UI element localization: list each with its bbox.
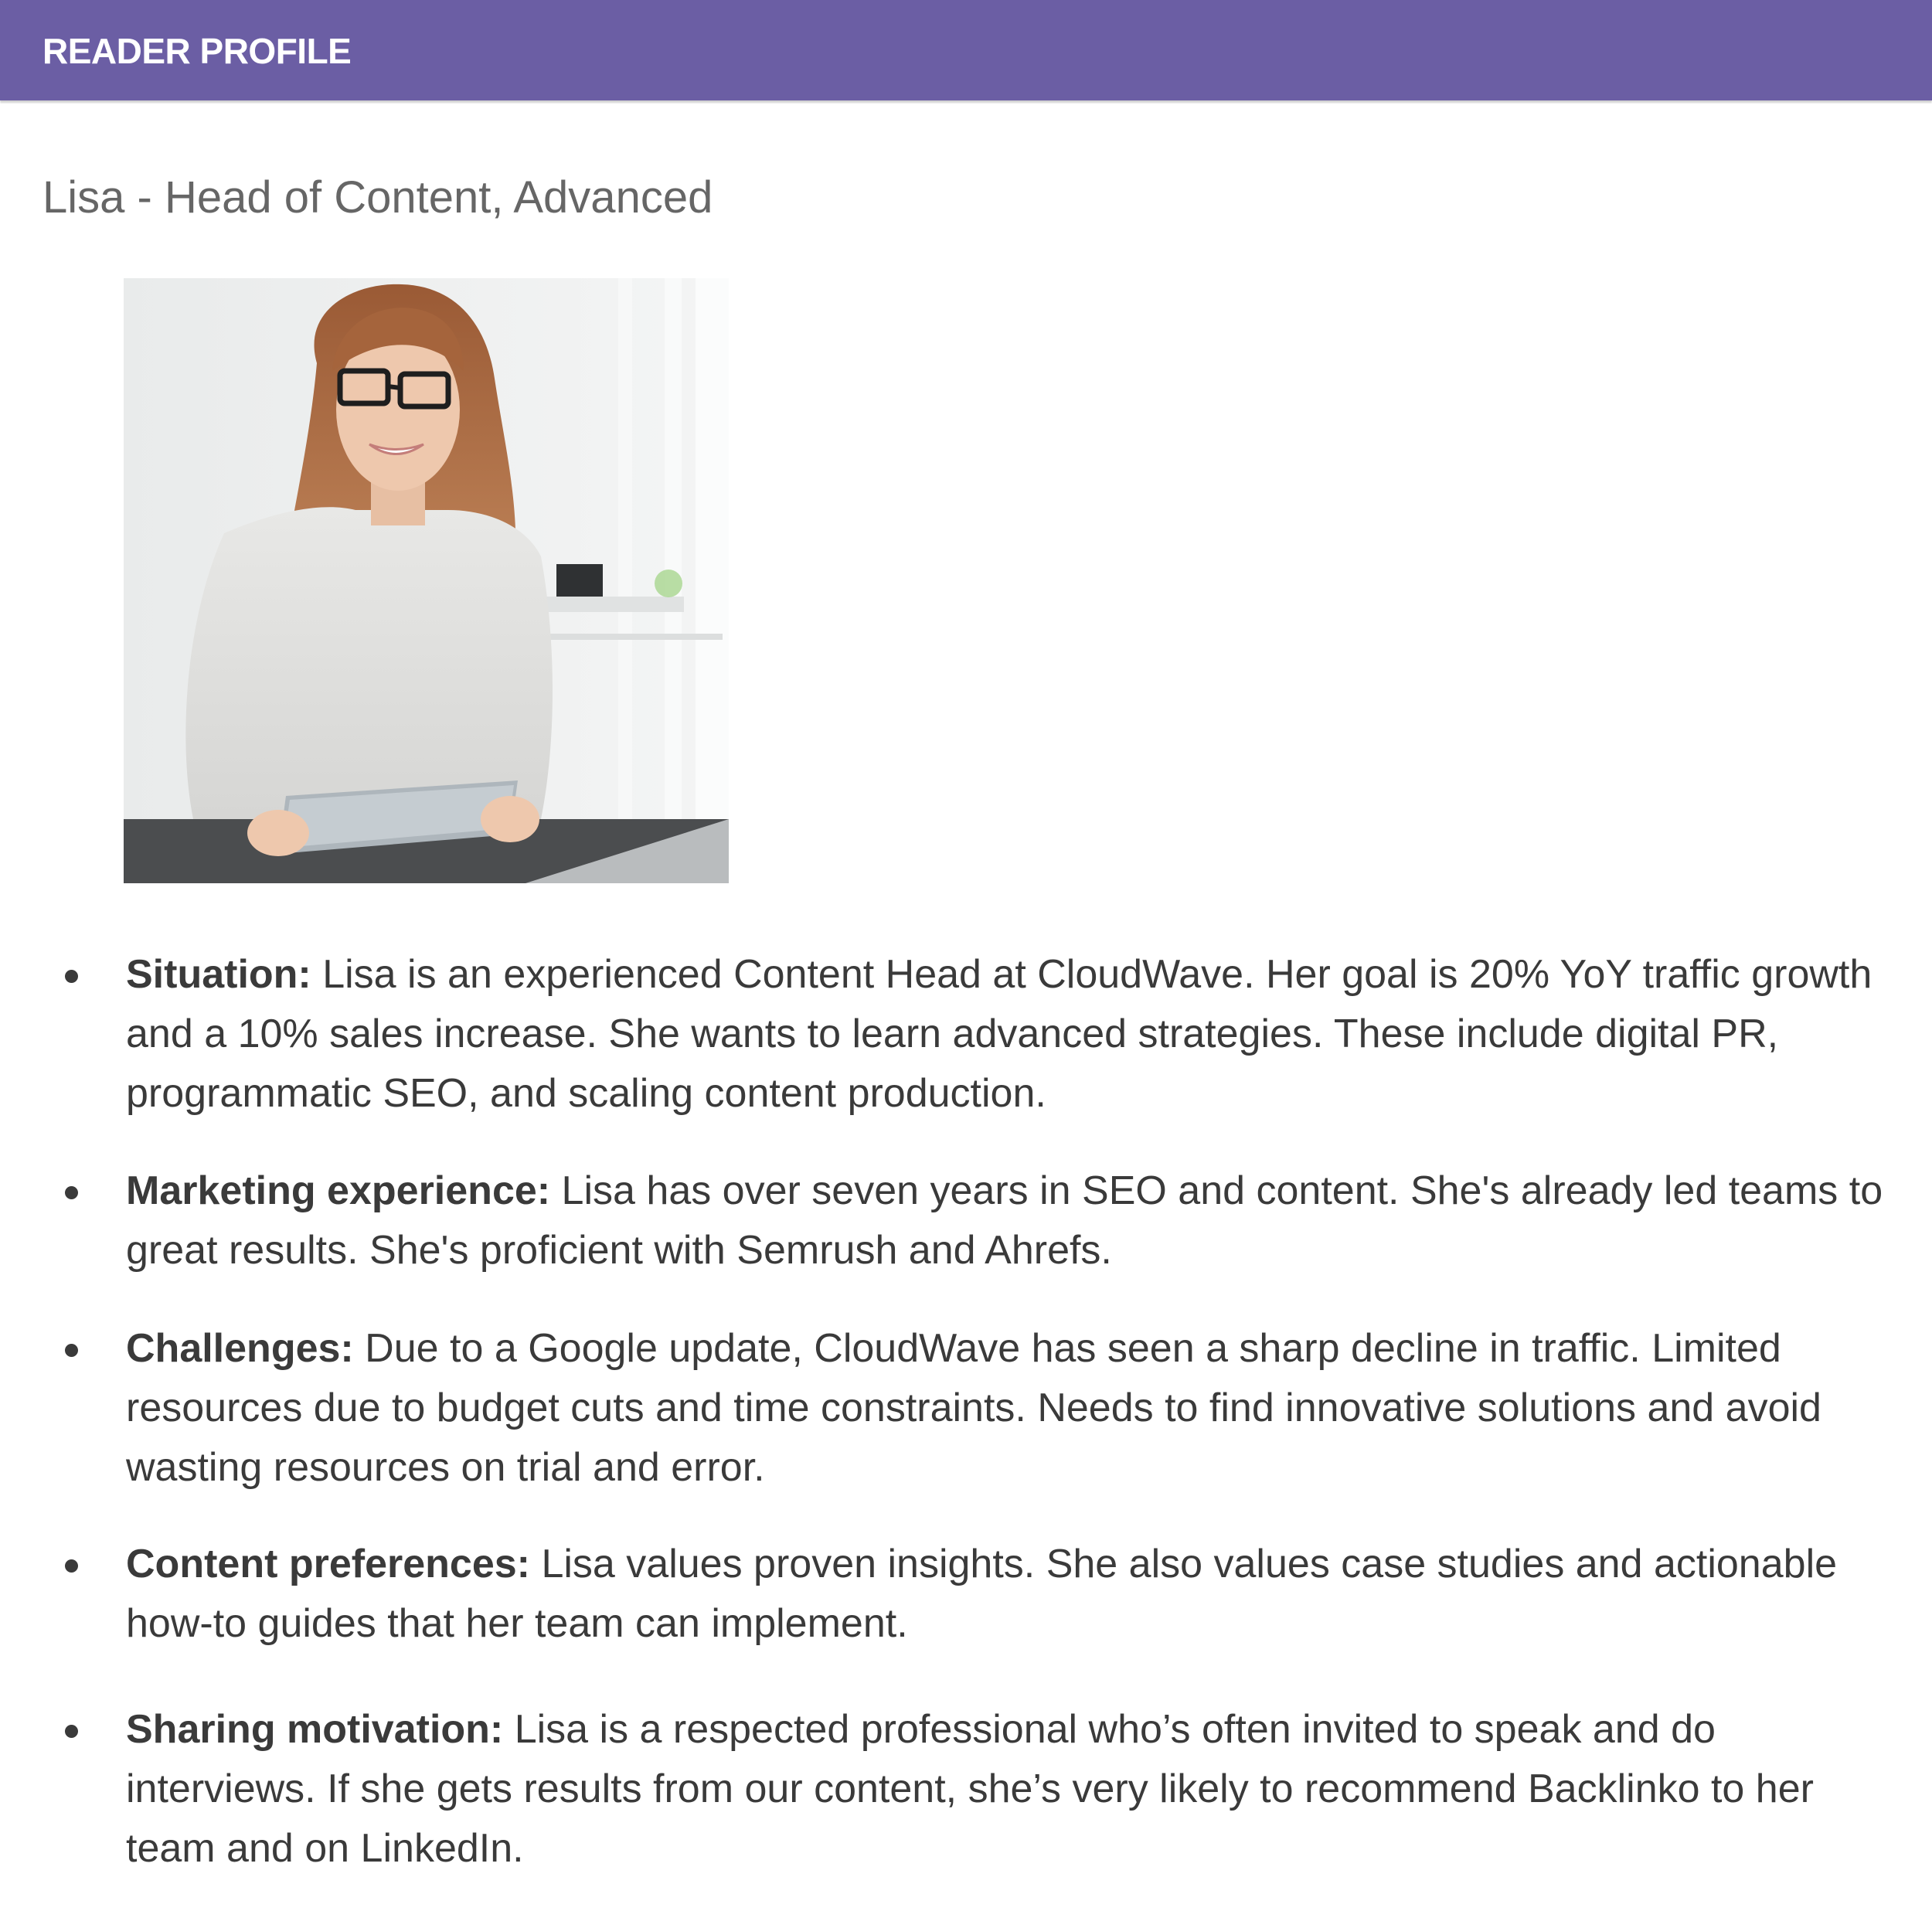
- bullet-dot-icon: [65, 970, 78, 983]
- bullet-dot-icon: [65, 1344, 78, 1357]
- bullet-marketing-experience: [126, 1161, 1896, 1280]
- bullet-label: Challenges:: [126, 1326, 354, 1371]
- profile-photo-illustration: [124, 278, 729, 883]
- header-bar: [0, 0, 1932, 100]
- bullet-challenges: [126, 1319, 1896, 1498]
- bullet-label: Sharing motivation:: [126, 1707, 504, 1752]
- bullet-situation: [126, 945, 1896, 1124]
- bullet-dot-icon: [65, 1725, 78, 1738]
- bullet-label: Situation:: [126, 952, 311, 997]
- bullet-text: Due to a Google update, CloudWave has seen a sharp decline in traffic. Limited resources due to budget cuts and time constraints. Needs to find innovative solutions and avoid wasting resources on trial and error.: [126, 1326, 1821, 1490]
- bullet-text: Lisa is a respected professional who’s often invited to speak and do interviews. If she gets results from our content, she’s very likely to recommend Backlinko to her team and on LinkedIn.: [126, 1707, 1814, 1871]
- bullet-dot-icon: [65, 1186, 78, 1199]
- profile-photo: [124, 278, 729, 883]
- bullet-text: Lisa has over seven years in SEO and content. She's already led teams to great results. She's proficient with Semrush and Ahrefs.: [126, 1168, 1883, 1273]
- profile-title: Lisa - Head of Content, Advanced: [43, 172, 713, 223]
- bullet-text: Lisa values proven insights. She also values case studies and actionable how-to guides that her team can implement.: [126, 1542, 1838, 1646]
- bullet-label: Marketing experience:: [126, 1168, 551, 1213]
- bullet-dot-icon: [65, 1559, 78, 1573]
- bullet-content-preferences: [126, 1535, 1896, 1654]
- bullet-text: Lisa is an experienced Content Head at CloudWave. Her goal is 20% YoY traffic growth and a 10% sales increase. She wants to learn advanced strategies. These include digital PR, programmatic SEO, and scaling content production.: [126, 952, 1872, 1116]
- bullet-sharing-motivation: [126, 1700, 1896, 1879]
- header-title: READER PROFILE: [43, 31, 352, 71]
- bullet-label: Content preferences:: [126, 1542, 530, 1586]
